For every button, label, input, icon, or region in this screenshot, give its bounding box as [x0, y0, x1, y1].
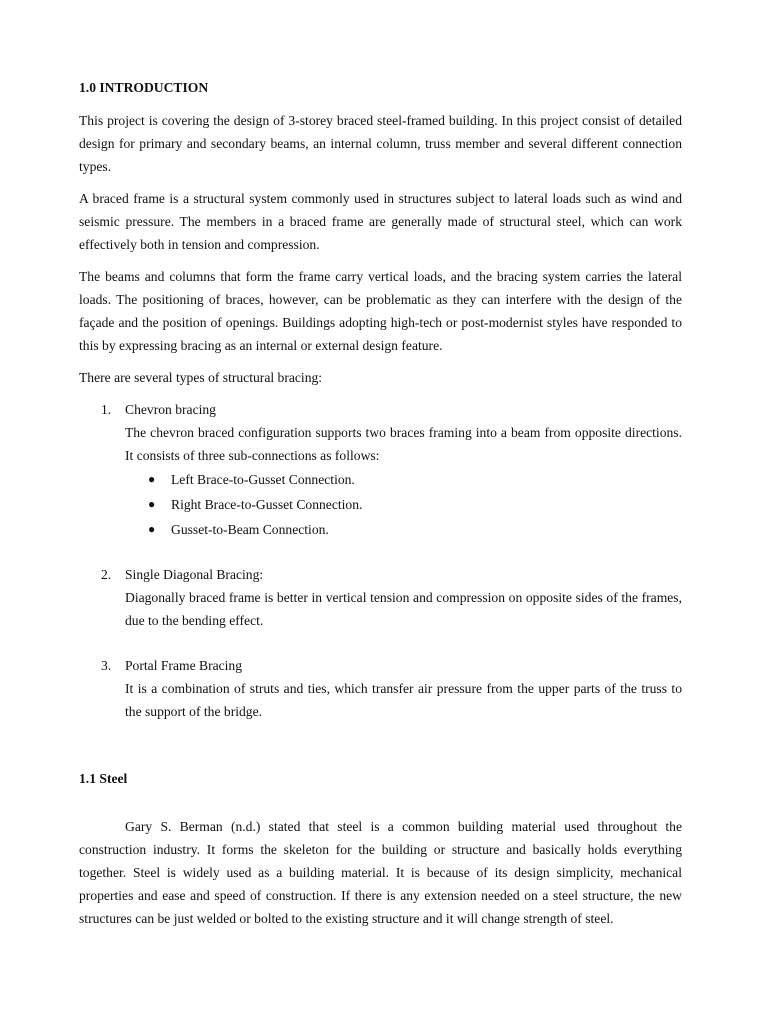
sub-connection-label: Left Brace-to-Gusset Connection. [171, 472, 355, 487]
bracing-type-description: The chevron braced configuration supports two braces framing into a beam from opposite directions. It consists of three sub-connections as follows: [125, 425, 682, 463]
bracing-type-item [79, 398, 682, 563]
page-content [79, 78, 682, 939]
sub-connection-item [148, 517, 682, 542]
intro-paragraph-2: A braced frame is a structural system commonly used in structures subject to lateral loads such as wind and seismic pressure. The members in a braced frame are generally made of structural steel, which can work effectively both in tension and compression. [79, 191, 682, 252]
bracing-type-title: Single Diagonal Bracing: [125, 567, 264, 582]
intro-heading: 1.0 INTRODUCTION [79, 80, 209, 95]
bullet-icon: ● [148, 522, 156, 536]
bracing-type-item [79, 654, 682, 723]
sub-connection-item [148, 492, 682, 517]
bracing-type-description: Diagonally braced frame is better in vertical tension and compression on opposite sides of the frames, due to the bending effect. [125, 590, 682, 628]
sub-connection-list [125, 467, 682, 542]
bracing-type-description: It is a combination of struts and ties, which transfer air pressure from the upper parts of the truss to the support of the bridge. [125, 681, 682, 719]
steel-paragraph: Gary S. Berman (n.d.) stated that steel is a common building material used throughout the construction industry. It forms the skeleton for the building or structure and basically holds everything together. Steel is widely used as a building material. It is because of its design simplicity, mechanical properties and ease and speed of construction. If there is any extension needed on a steel structure, the new structures can be just welded or bolted to the existing structure and it will change strength of steel. [79, 819, 682, 926]
bracing-type-title: Portal Frame Bracing [125, 658, 243, 673]
bracing-type-item [79, 563, 682, 654]
bullet-icon: ● [148, 497, 156, 511]
bracing-types-list [79, 398, 682, 723]
list-number: 1. [101, 402, 112, 417]
steel-heading: 1.1 Steel [79, 771, 128, 786]
sub-connection-item [148, 467, 682, 492]
bullet-icon: ● [148, 472, 156, 486]
list-number: 3. [101, 658, 112, 673]
intro-paragraph-3: The beams and columns that form the frame carry vertical loads, and the bracing system carries the lateral loads. The positioning of braces, however, can be problematic as they can interfere with the design of the façade and the position of openings. Buildings adopting high-tech or post-modernist styles have responded to this by expressing bracing as an internal or external design feature. [79, 269, 682, 353]
sub-connection-label: Gusset-to-Beam Connection. [171, 522, 329, 537]
bracing-type-title: Chevron bracing [125, 402, 216, 417]
intro-paragraph-1: This project is covering the design of 3-storey braced steel-framed building. In this project consist of detailed design for primary and secondary beams, an internal column, truss member and several different connection types. [79, 113, 682, 174]
intro-paragraph-4: There are several types of structural bracing: [79, 370, 323, 385]
list-number: 2. [101, 567, 112, 582]
sub-connection-label: Right Brace-to-Gusset Connection. [171, 497, 363, 512]
